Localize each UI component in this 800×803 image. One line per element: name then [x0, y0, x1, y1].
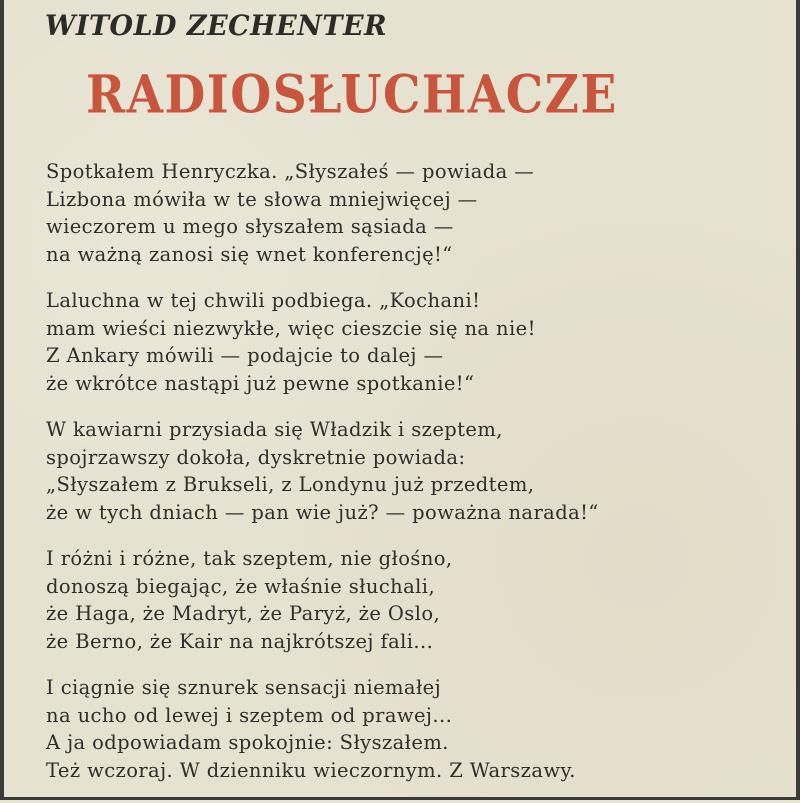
poem-line: Spotkałem Henryczka. „Słyszałeś — powiada —	[46, 160, 535, 183]
poem-line: na ucho od lewej i szeptem od prawej...	[46, 703, 453, 727]
poem-line: na ważną zanosi się wnet konferencję!“	[46, 242, 453, 266]
stanza-5	[46, 674, 786, 784]
poem-line: że wkrótce nastąpi już pewne spotkanie!“	[46, 371, 475, 395]
poem-line: że Haga, że Madryt, że Paryż, że Oslo,	[46, 602, 441, 625]
poem-line: Laluchna w tej chwili podbiega. „Kochani!	[46, 289, 481, 312]
poem-line: I ciągnie się sznurek sensacji niemałej	[46, 676, 442, 699]
poem-body	[46, 158, 786, 803]
author-name: WITOLD ZECHENTER	[45, 10, 388, 43]
stanza-2	[46, 287, 786, 397]
poem-line: że Berno, że Kair na najkrótszej fali...	[46, 629, 434, 653]
poem-line: wieczorem u mego słyszałem sąsiada —	[46, 215, 454, 238]
poem-line: spojrzawszy dokoła, dyskretnie powiada:	[46, 445, 466, 469]
poem-title: RADIOSŁUCHACZE	[86, 64, 618, 126]
poem-line: „Słyszałem z Brukseli, z Londynu już przedtem,	[46, 473, 535, 496]
stanza-1	[46, 158, 786, 268]
poem-line: że w tych dniach — pan wie już? — poważna narada!“	[46, 500, 599, 524]
poem-line: I różni i różne, tak szeptem, nie głośno,	[46, 547, 453, 570]
poem-line: W kawiarni przysiada się Władzik i szeptem,	[46, 418, 503, 441]
poem-line: mam wieści niezwykłe, więc cieszcie się na nie!	[46, 316, 536, 340]
poem-line: A ja odpowiadam spokojnie: Słyszałem.	[46, 731, 449, 754]
stanza-3	[46, 416, 786, 526]
poem-line: Z Ankary mówili — podajcie to dalej —	[46, 344, 444, 367]
poem-line: Lizbona mówiła w te słowa mniejwięcej —	[46, 187, 478, 211]
poem-line: donoszą biegając, że właśnie słuchali,	[46, 574, 436, 598]
stanza-4	[46, 545, 786, 655]
poem-line: Też wczoraj. W dzienniku wieczornym. Z Warszawy.	[46, 758, 576, 782]
